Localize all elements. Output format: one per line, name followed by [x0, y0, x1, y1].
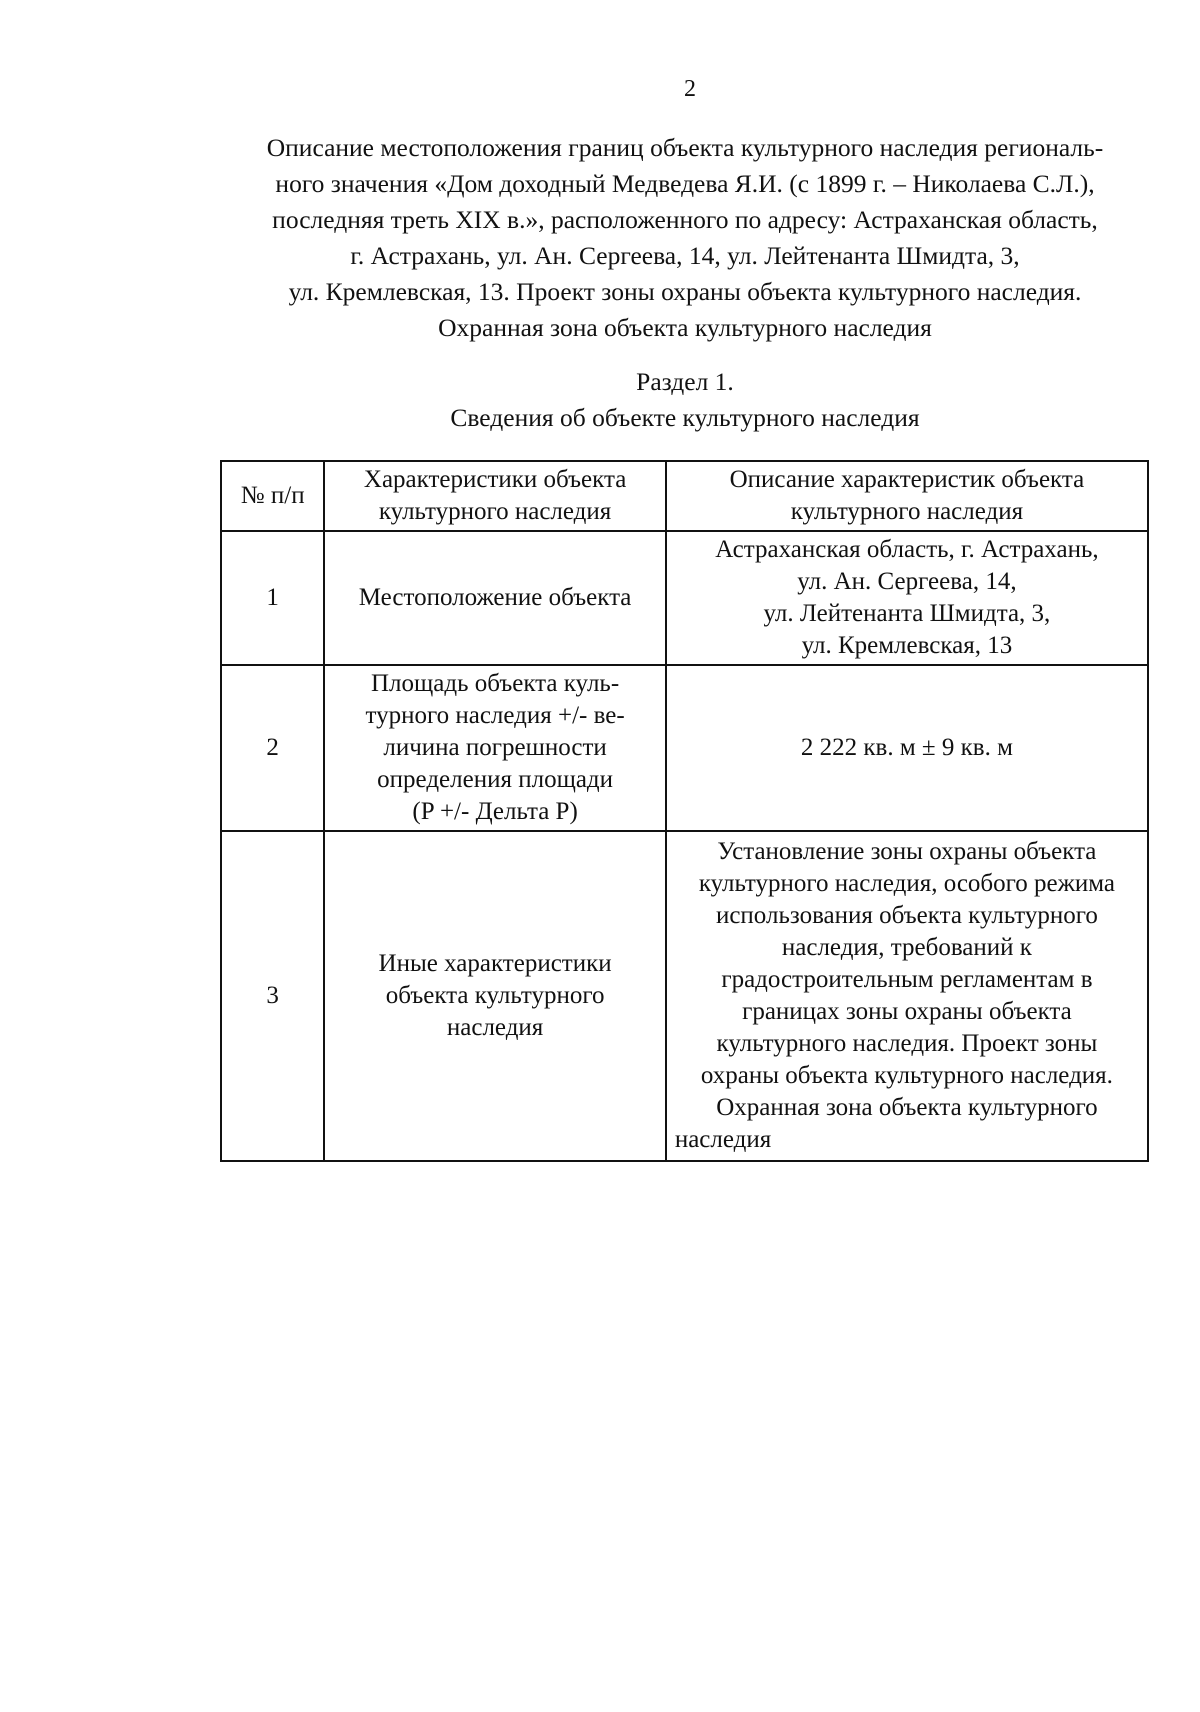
cell-line: Местоположение объекта: [358, 584, 632, 611]
row-description: [666, 665, 1148, 831]
header-line: Описание характеристик объекта: [729, 466, 1085, 493]
table-row: [221, 531, 1148, 665]
row-characteristic: [324, 531, 665, 665]
title-line: Описание местоположения границ объекта культурного наследия региональ-: [266, 133, 1104, 162]
header-characteristic: [324, 461, 665, 531]
cell-line: ул. Лейтенанта Шмидта, 3,: [763, 600, 1051, 627]
row-number: 1: [221, 531, 324, 665]
cell-line: турного наследия +/- ве-: [365, 702, 625, 729]
row-characteristic: [324, 665, 665, 831]
cell-line: ул. Ан. Сергеева, 14,: [797, 568, 1017, 595]
table-header-row: [221, 461, 1148, 531]
cell-line: Площадь объекта куль-: [371, 670, 620, 697]
cell-line: личина погрешности: [383, 734, 607, 761]
header-description: [666, 461, 1148, 531]
header-line: Характеристики объекта: [363, 466, 627, 493]
cell-line: объекта культурного: [385, 982, 605, 1009]
title-line: Охранная зона объекта культурного наследия: [438, 313, 932, 342]
cell-line: наследия: [446, 1014, 544, 1041]
header-number: № п/п: [221, 461, 324, 531]
cell-line: Иные характеристики: [378, 950, 612, 977]
title-line: ного значения «Дом доходный Медведева Я.И. (с 1899 г. – Николаева С.Л.),: [275, 169, 1095, 198]
cell-line: Астраханская область, г. Астрахань,: [715, 536, 1099, 563]
title-line: последняя треть XIX в.», расположенного по адресу: Астраханская область,: [272, 205, 1098, 234]
heritage-info-table: [220, 460, 1149, 1162]
section-heading: [215, 364, 1155, 436]
title-line: ул. Кремлевская, 13. Проект зоны охраны объекта культурного наследия.: [288, 277, 1082, 306]
cell-line: (P +/- Дельта P): [412, 798, 578, 825]
table-row: [221, 665, 1148, 831]
row-characteristic: [324, 831, 665, 1161]
section-number: Раздел 1.: [636, 367, 734, 396]
row-number: 3: [221, 831, 324, 1161]
table-row: [221, 831, 1148, 1161]
header-line: культурного наследия: [378, 498, 612, 525]
row-description: Установление зоны охраны объекта культурного наследия, особого режима использования объекта культурного наследия, требований к градостроительным регламентам в границах зоны охраны объекта культурного наследия. Проект зоны охраны объекта культурного наследия. Охранная зона объекта культурного наследия: [666, 831, 1148, 1161]
row-number: 2: [221, 665, 324, 831]
document-title: [215, 130, 1155, 346]
title-line: г. Астрахань, ул. Ан. Сергеева, 14, ул. Лейтенанта Шмидта, 3,: [350, 241, 1020, 270]
cell-line: определения площади: [377, 766, 614, 793]
row-description: [666, 531, 1148, 665]
section-title: Сведения об объекте культурного наследия: [450, 403, 920, 432]
page-number: 2: [684, 76, 696, 102]
cell-line: ул. Кремлевская, 13: [801, 632, 1013, 659]
cell-line: 2 222 кв. м ± 9 кв. м: [800, 734, 1013, 761]
header-line: культурного наследия: [790, 498, 1024, 525]
